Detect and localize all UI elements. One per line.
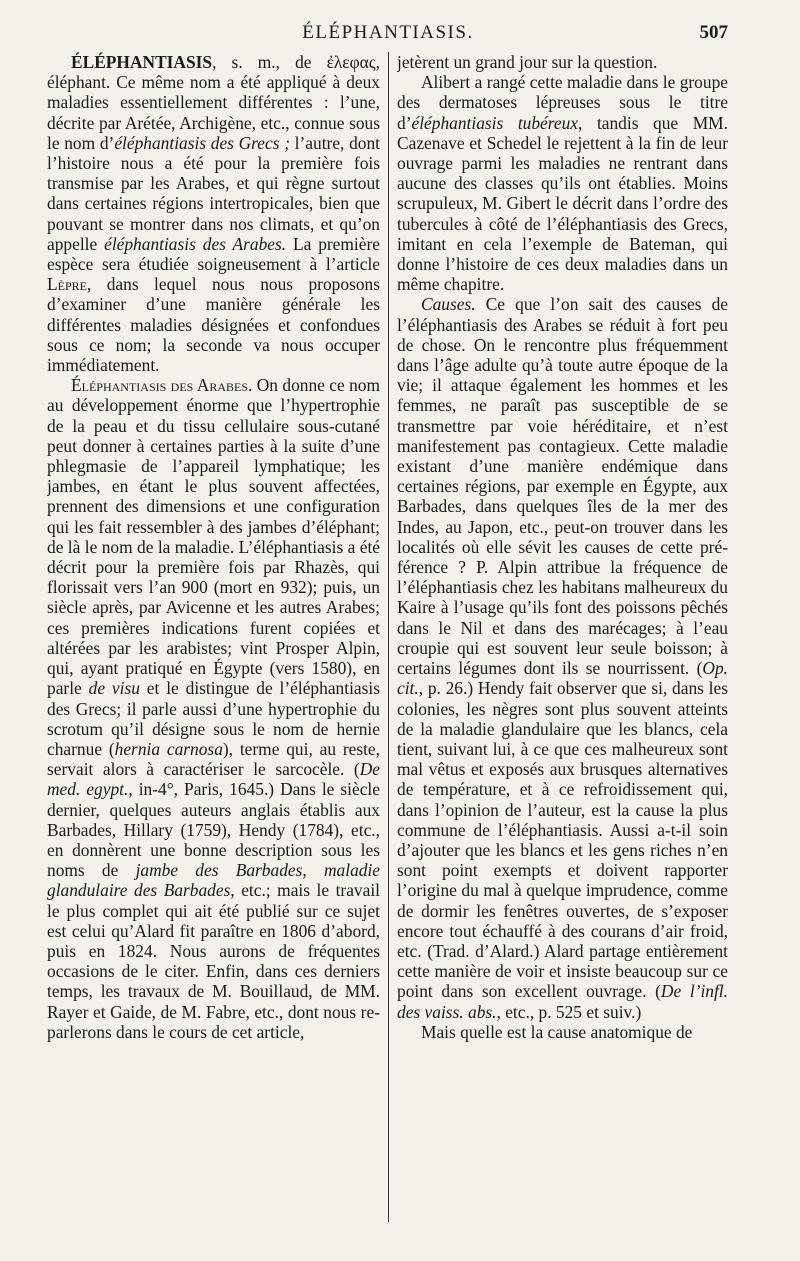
paragraph-definition: ÉLÉPHANTIASIS, s. m., de ἐλεφας, éléphant. Ce même nom a été appliqué à deux maladies essentiellement différentes : l’une, décrite par Arétée, Archigène, etc., connue sous le nom d’éléphantiasis des Grecs ; l’autre, dont l’histoire nous a été pour la première fois transmise par les Arabes, et qui règne surtout dans certaines régions intertropicales, bien que pouvant se montrer dans nos climats, et qu’on appelle éléphantiasis des Arabes. La première espèce sera étudiée soigneusement à l’article Lèpre, dans lequel nous nous proposons d’examiner d’une manière générale les différentes maladies désignées et confondues sous ce nom; la seconde va nous occuper immédiatement.	[47, 52, 380, 376]
paragraph-anatomical-cause: Mais quelle est la cause anatomique de	[421, 1021, 693, 1042]
section-heading: Éléphantiasis des Arabes.	[71, 375, 253, 396]
column-divider	[388, 52, 389, 1222]
causes-heading: Causes.	[421, 294, 476, 315]
entry-term: ÉLÉPHANTIASIS	[71, 52, 213, 72]
paragraph-arabes: Éléphantiasis des Arabes. On donne ce nom au développement énorme que l’hypertrophie de la peau et du tissu cellulaire sous-cutané peut donner à certaines parties à la suite d’une phlegmasie de l’appareil lymphatique; les jambes, en étant le plus souvent affectées, prennent des dimensions et une configuration qui les fait ressembler à des jambes d’éléphant; de là le nom de la maladie. L’éléphantiasis a été décrit pour la première fois par Rhazès, qui florissait vers l’an 900 (mort en 932); puis, un siècle après, par Avicenne et les autres Arabes; ces premières indications furent copiées et altérées par les arabistes; vint Prosper Alpin, qui, ayant pratiqué en Égypte (vers 1580), en parle de visu et le distingue de l’éléphantiasis des Grecs; il parle aussi d’une hypertrophie du scrotum qu’il désigne sous le nom de hernie charnue (hernia carnosa), terme qui, au reste, servait alors à caractériser le sarcocèle. (De med. egypt., in-4°, Paris, 1645.) Dans le siècle dernier, quelques auteurs anglais établis aux Barbades, Hillary (1759), Hendy (1784), etc., en donnèrent une bonne description sous les noms de jambe des Barbades, maladie glandulaire des Barbades, etc.; mais le travail le plus complet qui ait été publié sur ce sujet est celui qu’Alard fit paraître en 1806 d’abord, puis en 1824. Nous aurons de fréquentes occasions de le citer. Enfin, dans ces derniers temps, les travaux de M. Bouillaud, de MM. Rayer et Gaide, de M. Fabre, etc., dont nous reparlerons dans le cours de cet article,	[47, 375, 380, 1042]
running-header	[48, 22, 728, 48]
paragraph-causes: Causes. Ce que l’on sait des causes de l’éléphantiasis des Arabes se réduit à fort peu de chose. On le rencontre plus fréquemment dans l’âge adulte qu’à toute autre époque de la vie; il attaque également les hommes et les femmes, ne paraît pas susceptible de se transmettre par voie héréditaire, et n’est manifestement pas contagieux. Cette maladie existant d’une manière endémique dans certaines régions, par exemple en Égypte, aux Barbades, dans quelques îles de la mer des Indes, au Japon, etc., peut-on trouver dans les localités où elle sévit les causes de cette préférence ? P. Alpin attribue la fréquence de l’éléphantiasis chez les habitans malheureux du Kaire à l’usage qu’ils font des poissons pêchés dans le Nil et dans des marécages; à l’eau croupie qui est souvent leur seule boisson; à certains légumes dont ils se nourrissent. (Op. cit., p. 26.) Hendy fait observer que si, dans les colonies, les nègres sont plus souvent atteints de la maladie glandulaire que les blancs, cela tient, suivant lui, à ce que ces malheureux sont mal vêtus et exposés aux brusques alternatives de température, et à ce refroidissement qui, dans l’opinion de l’auteur, est la cause la plus commune de l’éléphantiasis. Aussi a-t-il soin d’ajouter que les blancs et les gens riches n’en sont point exempts et doivent rapporter l’origine du mal à quelque imprudence, comme de dormir les fenêtres ouvertes, de s’exposer encore tout échauffé à des courans d’air froid, etc. (Trad. d’Alard.) Alard partage entièrement cette manière de voir et insiste beaucoup sur ce point dans son excellent ouvrage. (De l’infl. des vaiss. abs., etc., p. 525 et suiv.)	[397, 294, 728, 1022]
running-title: ÉLÉPHANTIASIS.	[302, 22, 474, 43]
paragraph-classification: Alibert a rangé cette maladie dans le groupe des dermatoses lépreuses sous le titre d’éléphantiasis tubéreux, tandis que MM. Cazenave et Schedel le rejettent à la fin de leur ouvrage parmi les maladies ne rentrant dans aucune des classes qu’ils ont établies. Moins scrupuleux, M. Gibert le décrit dans l’ordre des tubercules à côté de l’éléphantiasis des Grecs, imitant en cela l’exemple de Bateman, qui donne l’histoire de ces deux maladies dans un même chapitre.	[397, 72, 728, 295]
paragraph-continuation: jetèrent un grand jour sur la question.	[397, 52, 658, 72]
right-column	[397, 52, 728, 1242]
page-number: 507	[699, 22, 728, 43]
left-column	[47, 52, 380, 1242]
